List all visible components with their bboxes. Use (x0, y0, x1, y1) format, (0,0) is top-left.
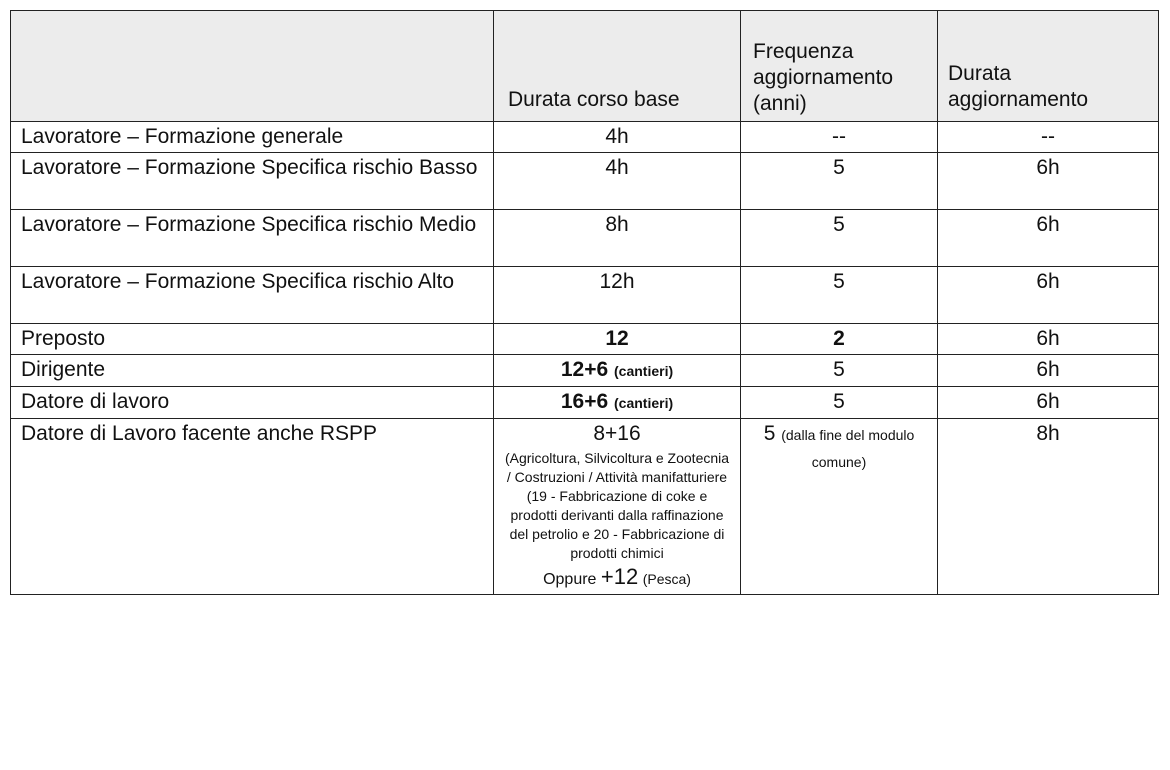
table-row (11, 153, 1159, 210)
row-base-duration (494, 324, 741, 355)
row-update-duration: 6h (938, 153, 1159, 210)
base-duration-bold: 12 (605, 327, 629, 350)
row-base-duration (494, 355, 741, 387)
row-role: Lavoratore – Formazione Specifica rischio Alto (11, 267, 494, 324)
row-update-frequency (741, 419, 938, 595)
table-row (11, 324, 1159, 355)
header-base-duration: Durata corso base (494, 11, 741, 122)
row-update-duration: 6h (938, 387, 1159, 419)
row-update-duration: 6h (938, 210, 1159, 267)
base-duration-detail: (Agricoltura, Silvicoltura e Zootecnia / Costruzioni / Attività manifatturiere (19 - Fabbricazione di coke e prodotti derivanti dalla raffinazione del petrolio e 20 - Fabbricazione di prodotti chimici (504, 450, 730, 561)
row-base-duration: 4h (494, 153, 741, 210)
row-base-duration: 8h (494, 210, 741, 267)
update-frequency-note: (dalla fine del modulo comune) (781, 427, 915, 470)
row-role: Preposto (11, 324, 494, 355)
row-update-frequency: 5 (741, 355, 938, 387)
row-role: Lavoratore – Formazione generale (11, 122, 494, 153)
row-update-duration: 8h (938, 419, 1159, 595)
row-update-frequency (741, 324, 938, 355)
alt-value: +12 (600, 564, 639, 589)
row-update-frequency: -- (741, 122, 938, 153)
table-row (11, 122, 1159, 153)
row-update-duration: 6h (938, 324, 1159, 355)
base-duration-alternative (504, 565, 730, 592)
row-update-duration: 6h (938, 355, 1159, 387)
base-duration-bold: 12+6 (560, 358, 609, 381)
base-duration-note: (cantieri) (614, 395, 674, 411)
row-role: Lavoratore – Formazione Specifica rischio Medio (11, 210, 494, 267)
table-row (11, 210, 1159, 267)
row-base-duration (494, 387, 741, 419)
row-base-duration: 4h (494, 122, 741, 153)
alt-note: (Pesca) (642, 571, 691, 587)
base-duration-main: 8+16 (593, 422, 641, 445)
row-update-duration: -- (938, 122, 1159, 153)
row-update-duration: 6h (938, 267, 1159, 324)
header-update-duration: Durata aggiornamento (938, 11, 1159, 122)
update-frequency-bold: 2 (833, 327, 845, 350)
table-row (11, 387, 1159, 419)
base-duration-bold: 16+6 (560, 390, 609, 413)
table-row (11, 419, 1159, 595)
row-update-frequency: 5 (741, 267, 938, 324)
table-header-row (11, 11, 1159, 122)
row-base-duration: 12h (494, 267, 741, 324)
header-update-frequency: Frequenza aggiornamento (anni) (741, 11, 938, 122)
row-update-frequency: 5 (741, 153, 938, 210)
table-row (11, 267, 1159, 324)
training-duration-table (10, 10, 1159, 595)
row-role: Lavoratore – Formazione Specifica rischio Basso (11, 153, 494, 210)
row-update-frequency: 5 (741, 387, 938, 419)
table-row (11, 355, 1159, 387)
row-base-duration (494, 419, 741, 595)
row-role: Datore di lavoro (11, 387, 494, 419)
alt-prefix: Oppure (543, 571, 597, 588)
row-role: Dirigente (11, 355, 494, 387)
base-duration-note: (cantieri) (614, 363, 674, 379)
header-role (11, 11, 494, 122)
row-role: Datore di Lavoro facente anche RSPP (11, 419, 494, 595)
update-frequency-value: 5 (763, 422, 776, 445)
row-update-frequency: 5 (741, 210, 938, 267)
